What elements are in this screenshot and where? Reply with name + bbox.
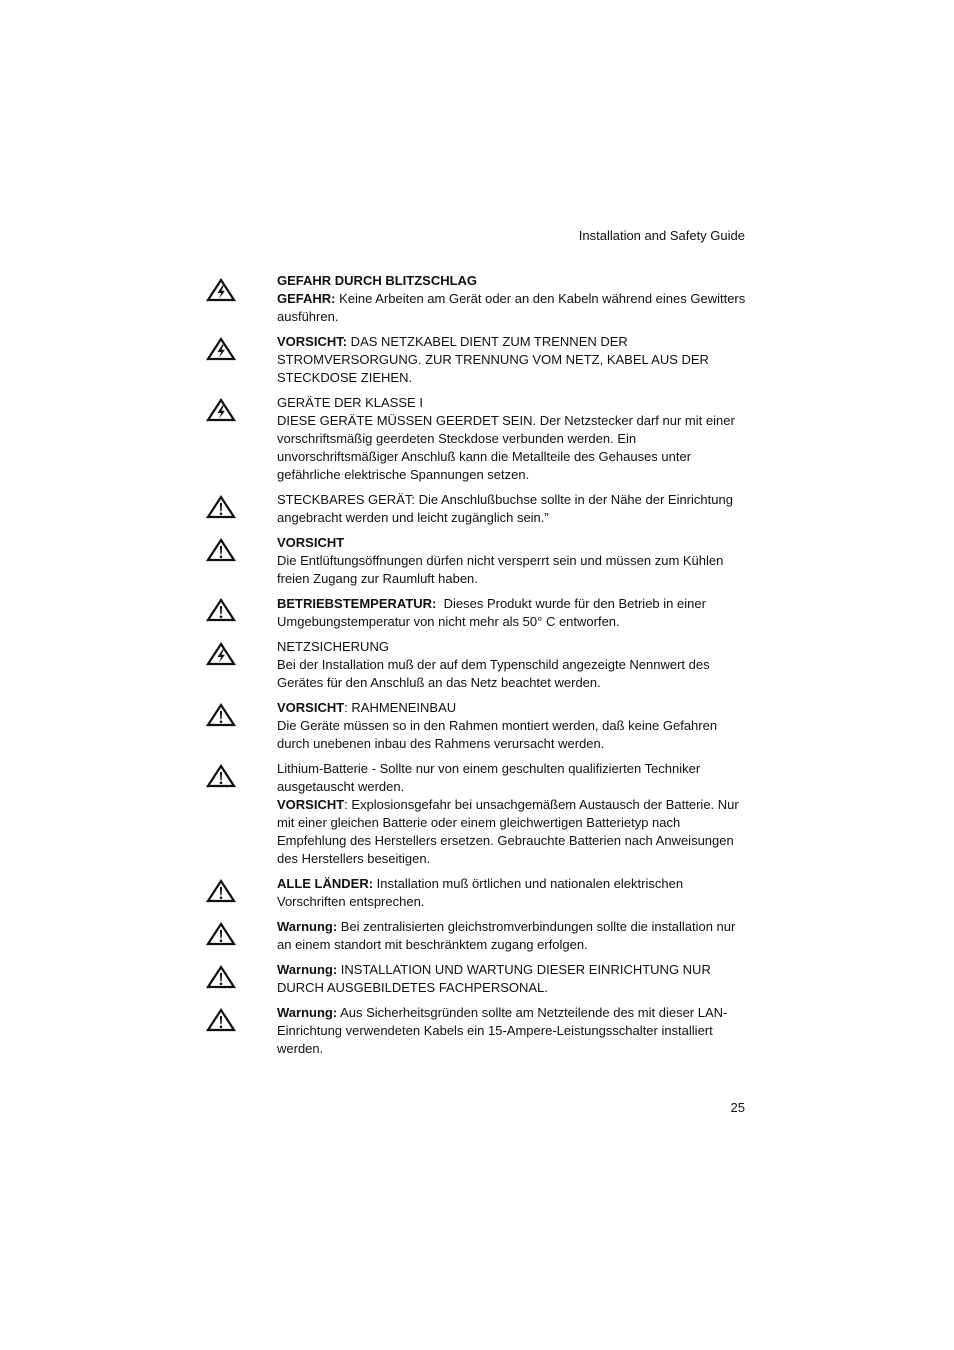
entry-text: Installation muß örtlichen und nationalen elektrischen Vorschriften entsprechen.	[277, 876, 684, 909]
safety-entry	[206, 272, 748, 326]
safety-entry	[206, 394, 748, 484]
lightning-warning-icon	[206, 337, 236, 361]
entry-line	[277, 961, 748, 997]
entry-line	[277, 272, 748, 290]
entry-text: DIESE GERÄTE MÜSSEN GEERDET SEIN. Der Netzstecker darf nur mit einer vorschriftsmäßig geerdeten Steckdose verbunden werden. Ein unvorschriftsmäßiger Anschluß kann die Metallteile des Gehauses unter gefährliche elektrische Spannungen setzen.	[277, 413, 735, 482]
page-number: 25	[730, 1100, 745, 1115]
entry-bold-label: VORSICHT	[277, 700, 345, 715]
entry-line	[277, 534, 748, 552]
entry-line	[277, 796, 748, 868]
entry-text: Lithium-Batterie - Sollte nur von einem geschulten qualifizierten Techniker ausgetauscht werden.	[277, 761, 701, 794]
lightning-warning-icon	[206, 642, 236, 666]
entry-line	[277, 875, 748, 911]
lightning-warning-icon	[206, 398, 236, 422]
entry-text: : RAHMENEINBAU	[344, 700, 457, 715]
exclamation-warning-icon	[206, 1008, 236, 1032]
entry-bold-label: Warnung:	[277, 919, 338, 934]
entry-text: Dieses Produkt wurde für den Betrieb in einer Umgebungstemperatur von nicht mehr als 50° C entworfen.	[277, 596, 710, 629]
entry-text: Bei der Installation muß der auf dem Typenschild angezeigte Nennwert des Gerätes für den Anschluß an das Netz beachtet werden.	[277, 657, 710, 690]
entry-line	[277, 699, 748, 717]
safety-entry	[206, 918, 748, 954]
entry-line	[277, 638, 748, 656]
safety-entry	[206, 1004, 748, 1058]
exclamation-warning-icon	[206, 922, 236, 946]
entry-line	[277, 552, 748, 588]
entry-text: Bei zentralisierten gleichstromverbindungen sollte die installation nur an einem standort mit beschränktem zugang erfolgen.	[277, 919, 736, 952]
exclamation-warning-icon	[206, 879, 236, 903]
safety-entry	[206, 961, 748, 997]
running-header: Installation and Safety Guide	[578, 228, 745, 243]
safety-entry	[206, 595, 748, 631]
entry-line	[277, 595, 748, 631]
entry-text: : Explosionsgefahr bei unsachgemäßem Austausch der Batterie. Nur mit einer gleichen Batterie oder einem gleichwertigen Batterietyp nach Empfehlung des Herstellers ersetzen. Gebrauchte Batterien nach Anweisungen des Herstellers beseitigen.	[277, 797, 739, 866]
exclamation-warning-icon	[206, 965, 236, 989]
entry-bold-label: Warnung:	[277, 962, 338, 977]
safety-entries	[206, 272, 748, 1058]
entry-line	[277, 333, 748, 387]
safety-entry	[206, 699, 748, 753]
entry-line	[277, 918, 748, 954]
safety-entry	[206, 760, 748, 868]
entry-text: DAS NETZKABEL DIENT ZUM TRENNEN DER STROMVERSORGUNG. ZUR TRENNUNG VOM NETZ, KABEL AUS DER STECKDOSE ZIEHEN.	[277, 334, 709, 385]
entry-bold-label: VORSICHT	[277, 535, 345, 550]
entry-text: Aus Sicherheitsgründen sollte am Netzteilende des mit dieser LAN-Einrichtung verwendeten Kabels ein 15-Ampere-Leistungsschalter installiert werden.	[277, 1005, 728, 1056]
entry-bold-label: GEFAHR DURCH BLITZSCHLAG	[277, 273, 478, 288]
entry-line	[277, 394, 748, 412]
safety-entry	[206, 638, 748, 692]
lightning-warning-icon	[206, 278, 236, 302]
exclamation-warning-icon	[206, 538, 236, 562]
entry-text: Die Entlüftungsöffnungen dürfen nicht versperrt sein und müssen zum Kühlen freien Zugang zur Raumluft haben.	[277, 553, 724, 586]
entry-text: INSTALLATION UND WARTUNG DIESER EINRICHTUNG NUR DURCH AUSGEBILDETES FACHPERSONAL.	[277, 962, 711, 995]
entry-bold-label: VORSICHT	[277, 797, 345, 812]
entry-bold-label: ALLE LÄNDER:	[277, 876, 374, 891]
entry-line	[277, 760, 748, 796]
safety-entry	[206, 491, 748, 527]
exclamation-warning-icon	[206, 703, 236, 727]
exclamation-warning-icon	[206, 764, 236, 788]
entry-line	[277, 491, 748, 527]
entry-line	[277, 412, 748, 484]
safety-entry	[206, 333, 748, 387]
entry-bold-label: BETRIEBSTEMPERATUR:	[277, 596, 437, 611]
safety-entry	[206, 534, 748, 588]
entry-line	[277, 656, 748, 692]
entry-line	[277, 1004, 748, 1058]
entry-line	[277, 290, 748, 326]
exclamation-warning-icon	[206, 495, 236, 519]
entry-text: Keine Arbeiten am Gerät oder an den Kabeln während eines Gewitters ausführen.	[277, 291, 746, 324]
entry-bold-label: VORSICHT:	[277, 334, 348, 349]
entry-text: GERÄTE DER KLASSE I	[277, 395, 423, 410]
safety-entry	[206, 875, 748, 911]
entry-bold-label: Warnung:	[277, 1005, 338, 1020]
entry-text: Die Geräte müssen so in den Rahmen montiert werden, daß keine Gefahren durch unebenen inbau des Rahmens verursacht werden.	[277, 718, 718, 751]
entry-bold-label: GEFAHR:	[277, 291, 336, 306]
entry-line	[277, 717, 748, 753]
entry-text: STECKBARES GERÄT: Die Anschlußbuchse sollte in der Nähe der Einrichtung angebracht werden und leicht zugänglich sein.”	[277, 492, 733, 525]
exclamation-warning-icon	[206, 598, 236, 622]
entry-text: NETZSICHERUNG	[277, 639, 389, 654]
